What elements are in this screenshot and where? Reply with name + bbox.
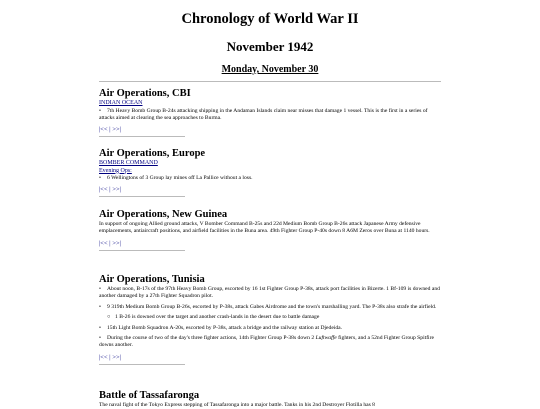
nav-links xyxy=(99,240,441,248)
nav-next-link[interactable]: > xyxy=(112,186,116,194)
bullet-item: • 15th Light Bomb Squadron A-20s, escorted by P-38s, attack a bridge and the railway station at Djedeida. xyxy=(99,324,343,331)
section-europe xyxy=(99,148,441,197)
bullet-icon: • xyxy=(99,175,101,181)
section-heading: Air Operations, Europe xyxy=(99,148,206,159)
nav-first-link[interactable]: |< xyxy=(99,186,104,194)
nav-last-link[interactable]: >| xyxy=(115,239,121,247)
nav-first-link[interactable]: |< xyxy=(99,126,104,134)
section-cbi xyxy=(99,88,441,137)
nav-next-link[interactable]: > xyxy=(112,353,116,361)
nav-next-link[interactable]: > xyxy=(112,126,116,134)
day-heading: Monday, November 30 xyxy=(221,64,319,75)
section-heading: Air Operations, New Guinea xyxy=(99,209,228,220)
nav-prev-link[interactable]: < xyxy=(103,239,108,247)
bullet-icon: • xyxy=(99,286,101,292)
section-text: The naval fight of the Tokyo Express stepping of Tassafaronga into a major battle. Tanks in his 2nd Destroyer Flotilla has 8 xyxy=(99,402,375,408)
page xyxy=(99,0,441,408)
section-tassafaronga xyxy=(99,390,441,409)
page-title: Chronology of World War II xyxy=(181,11,359,27)
nav-prev-link[interactable]: < xyxy=(103,186,108,194)
section-divider xyxy=(99,196,185,197)
sub-heading-link[interactable]: Evening Ops: xyxy=(99,167,132,174)
nav-last-link[interactable]: >| xyxy=(115,126,121,134)
nav-last-link[interactable]: >| xyxy=(115,186,121,194)
nav-first-link[interactable]: |< xyxy=(99,239,104,247)
bullet-icon: • xyxy=(99,107,101,114)
bullet-icon: • xyxy=(99,324,101,331)
nav-links xyxy=(99,126,441,134)
section-text: In support of ongoing Allied ground attacks, V Bomber Command B-25s and 22d Medium Bomb Group B-26s attack Japanese Army defensive emplacements, antiaircraft positions, and airfield facilities in the Buna area. 49th Fighter Group P-40s down 8 A6M Zeros over Buna at 1140 hours. xyxy=(99,221,430,235)
bullet-item: • 9 319th Medium Bomb Group B-26s, escorted by P-38s, attack Gabes Airdrome and the town's marshalling yard. The P-38s also strafe the airfield. xyxy=(99,303,437,310)
sub-heading-link[interactable]: BOMBER COMMAND xyxy=(99,160,158,166)
bullet-item: • During the course of two of the day's three fighter actions, 14th Fighter Group P-38s down 2 Luftwaffe fighters, and a 52nd Fighter Group Spitfire downs another. xyxy=(99,335,434,349)
nav-separator: | xyxy=(109,186,111,194)
emphasis-text: Luftwaffe xyxy=(315,335,337,342)
nav-prev-link[interactable]: < xyxy=(103,126,108,134)
nav-first-link[interactable]: |< xyxy=(99,353,104,361)
section-divider xyxy=(99,364,185,365)
top-divider xyxy=(99,81,441,82)
section-heading: Air Operations, Tunisia xyxy=(99,274,205,285)
nav-last-link[interactable]: >| xyxy=(115,353,121,361)
section-divider xyxy=(99,136,185,137)
section-divider xyxy=(99,250,185,251)
nav-links xyxy=(99,186,441,194)
nav-separator: | xyxy=(109,126,111,134)
sub-bullet-item: ○ 1 B-26 is downed over the target and another crash-lands in the desert due to battle damage xyxy=(107,314,320,321)
sub-heading-link[interactable]: INDIAN OCEAN xyxy=(99,100,143,106)
nav-separator: | xyxy=(109,239,111,247)
month-heading: November 1942 xyxy=(226,39,314,54)
circle-bullet-icon: ○ xyxy=(107,314,111,321)
nav-links xyxy=(99,354,441,362)
section-heading: Air Operations, CBI xyxy=(99,88,191,99)
section-new-guinea xyxy=(99,209,441,251)
section-heading: Battle of Tassafaronga xyxy=(99,390,200,401)
bullet-item: • About noon, B-17s of the 97th Heavy Bomb Group, escorted by 16 1st Fighter Group P-38s, attack port facilities in Bizerte. 1 Bf-109 is downed and another damaged by a 27th Fighter Squadron pilot. xyxy=(99,286,440,300)
section-tunisia xyxy=(99,274,441,365)
bullet-icon: • xyxy=(99,335,101,342)
bullet-icon: • xyxy=(99,303,101,310)
bullet-item: • 6 Wellingtons of 3 Group lay mines off La Pallice without a loss. xyxy=(99,175,253,181)
nav-separator: | xyxy=(109,353,111,361)
nav-prev-link[interactable]: < xyxy=(103,353,108,361)
bullet-item: • 7th Heavy Bomb Group B-24s attacking shipping in the Andaman Islands claim near misses that damage 1 vessel. This is the first in a series of attacks aimed at clearing the sea approaches to Burma. xyxy=(99,107,428,121)
nav-next-link[interactable]: > xyxy=(112,239,116,247)
